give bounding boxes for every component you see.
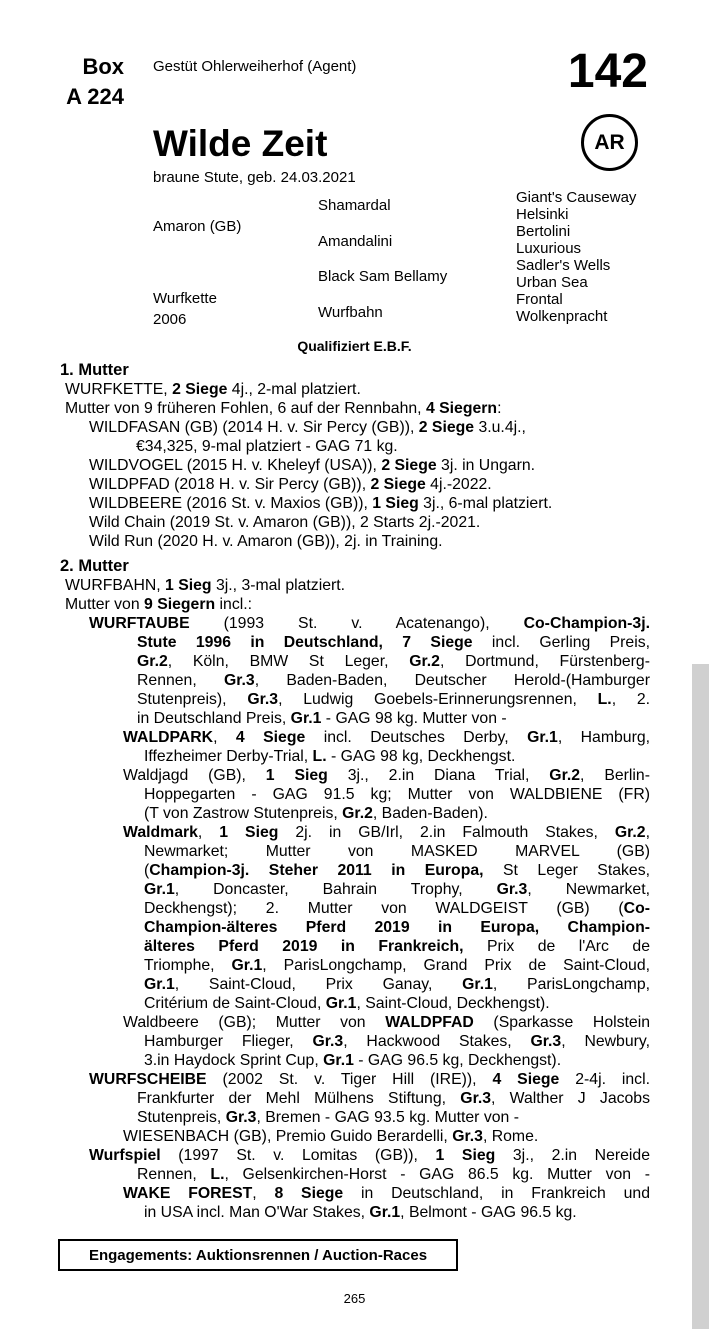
first-dam-line: WURFKETTE, 2 Siege 4j., 2-mal platziert. <box>65 381 361 398</box>
ar-badge <box>581 114 638 171</box>
horse-name: Wilde Zeit <box>153 123 328 164</box>
wurfscheibe-entry <box>62 1070 650 1146</box>
wurftaube-line: in Deutschland Preis, Gr.1 - GAG 98 kg. Mutter von - <box>137 710 507 727</box>
first-dam-line: Mutter von 9 früheren Fohlen, 6 auf der Rennbahn, 4 Siegern: <box>65 400 502 417</box>
first-dam-line: €34,325, 9-mal platziert - GAG 71 kg. <box>136 438 398 455</box>
pedigree-gg-5: Sadler's Wells <box>516 257 611 274</box>
wurftaube-line: Gr.2, Köln, BMW St Leger, Gr.2, Dortmund, Fürstenberg- <box>137 653 650 670</box>
page-number: 265 <box>343 1291 366 1306</box>
engagements-text: Engagements: Auktionsrennen / Auction-Races <box>88 1246 428 1264</box>
wurftaube-line: Stute 1996 in Deutschland, 7 Siege incl. Gerling Preis, <box>137 634 651 651</box>
pedigree-gg-6: Urban Sea <box>516 274 588 291</box>
horse-description: braune Stute, geb. 24.03.2021 <box>153 169 356 186</box>
waldjagd-line: (T von Zastrow Stutenpreis, Gr.2, Baden-Baden). <box>144 805 488 822</box>
pedigree-sire: Amaron (GB) <box>153 218 242 235</box>
wurftaube-entry <box>62 614 650 728</box>
pedigree-gg-3: Bertolini <box>516 223 571 240</box>
waldmark-line: Gr.1, Saint-Cloud, Prix Ganay, Gr.1, ParisLongchamp, <box>144 976 650 993</box>
box-label-block <box>62 52 124 112</box>
wurftaube-line: Stutenpreis), Gr.3, Ludwig Goebels-Erinnerungsrennen, L., 2. <box>137 691 651 708</box>
pedigree-dam: Wurfkette <box>153 290 217 307</box>
waldmark-line: Deckhengst); 2. Mutter von WALDGEIST (GB) (Co- <box>144 900 650 917</box>
box-label: Box <box>82 54 124 79</box>
waldmark-line: Newmarket; Mutter von MASKED MARVEL (GB) <box>144 843 650 860</box>
pedigree-gg-1: Giant's Causeway <box>516 189 637 206</box>
pedigree-gg-4: Luxurious <box>516 240 582 257</box>
waldbeere-line: Waldbeere (GB); Mutter von WALDPFAD (Sparkasse Holstein <box>123 1014 650 1031</box>
waldbeere-line: 3.in Haydock Sprint Cup, Gr.1 - GAG 96.5 kg, Deckhengst). <box>144 1052 562 1069</box>
waldbeere-entry <box>62 1013 650 1070</box>
pedigree-sire-sire: Shamardal <box>318 197 391 214</box>
second-dam-section <box>62 576 650 1222</box>
wurfscheibe-line: Stutenpreis, Gr.3, Bremen - GAG 93.5 kg. Mutter von - <box>137 1109 519 1126</box>
qualification: Qualifiziert E.B.F. <box>297 338 412 354</box>
first-dam-line: Wild Run (2020 H. v. Amaron (GB)), 2j. in Training. <box>89 533 443 550</box>
waldpark-line: Iffezheimer Derby-Trial, L. - GAG 98 kg, Deckhengst. <box>144 748 516 765</box>
pedigree-dam-sire: Black Sam Bellamy <box>318 268 448 285</box>
wurfspiel-line: WAKE FOREST, 8 Siege in Deutschland, in Frankreich und <box>123 1185 650 1202</box>
first-dam-line: WILDFASAN (GB) (2014 H. v. Sir Percy (GB)), 2 Siege 3.u.4j., <box>89 419 526 436</box>
waldmark-line: (Champion-3j. Steher 2011 in Europa, St Leger Stakes, <box>144 862 650 879</box>
waldmark-entry <box>62 823 650 1013</box>
first-dam-heading: 1. Mutter <box>60 361 129 379</box>
pedigree-sire-dam: Amandalini <box>318 233 393 250</box>
waldjagd-line: Hoppegarten - GAG 91.5 kg; Mutter von WALDBIENE (FR) <box>144 786 650 803</box>
first-dam-line: WILDVOGEL (2015 H. v. Kheleyf (USA)), 2 Siege 3j. in Ungarn. <box>89 457 536 474</box>
wurfspiel-entry <box>62 1146 650 1222</box>
second-dam-line: WURFBAHN, 1 Sieg 3j., 3-mal platziert. <box>65 577 346 594</box>
wurfscheibe-line: WIESENBACH (GB), Premio Guido Berardelli, Gr.3, Rome. <box>123 1128 539 1145</box>
wurfspiel-line: Wurfspiel (1997 St. v. Lomitas (GB)), 1 Sieg 3j., 2.in Nereide <box>89 1147 650 1164</box>
waldjagd-entry <box>62 766 650 823</box>
catalogue-number: 142 <box>567 45 648 98</box>
wurfspiel-line: Rennen, L., Gelsenkirchen-Horst - GAG 86.5 kg. Mutter von - <box>137 1166 650 1183</box>
first-dam-line: WILDBEERE (2016 St. v. Maxios (GB)), 1 Sieg 3j., 6-mal platziert. <box>89 495 553 512</box>
pedigree-gg-8: Wolkenpracht <box>516 308 608 325</box>
ar-badge-text: AR <box>594 130 625 154</box>
wurfscheibe-line: Frankfurter der Mehl Mülhens Stiftung, Gr.3, Walther J Jacobs <box>137 1090 650 1107</box>
pedigree-gg-7: Frontal <box>516 291 563 308</box>
box-number: A 224 <box>66 84 124 109</box>
wurfscheibe-line: WURFSCHEIBE (2002 St. v. Tiger Hill (IRE)), 4 Siege 2-4j. incl. <box>89 1071 650 1088</box>
waldpark-line: WALDPARK, 4 Siege incl. Deutsches Derby, Gr.1, Hamburg, <box>123 729 651 746</box>
pedigree-dam-dam: Wurfbahn <box>318 304 383 321</box>
waldmark-line: Waldmark, 1 Sieg 2j. in GB/Irl, 2.in Falmouth Stakes, Gr.2, <box>123 824 650 841</box>
waldmark-line: älteres Pferd 2019 in Frankreich, Prix de l'Arc de <box>144 938 650 955</box>
scrollbar[interactable] <box>692 664 709 1329</box>
pedigree-gg-2: Helsinki <box>516 206 569 223</box>
second-dam-line: Mutter von 9 Siegern incl.: <box>65 596 253 613</box>
engagements-box <box>58 1239 458 1271</box>
first-dam-line: Wild Chain (2019 St. v. Amaron (GB)), 2 Starts 2j.-2021. <box>89 514 481 531</box>
pedigree-gg <box>516 189 636 325</box>
wurftaube-line: Rennen, Gr.3, Baden-Baden, Deutscher Herold-(Hamburger <box>137 672 650 689</box>
waldmark-line: Gr.1, Doncaster, Bahrain Trophy, Gr.3, Newmarket, <box>144 881 650 898</box>
waldpark-entry <box>62 728 650 766</box>
first-dam-section <box>62 380 650 551</box>
waldbeere-line: Hamburger Flieger, Gr.3, Hackwood Stakes, Gr.3, Newbury, <box>144 1033 650 1050</box>
waldmark-line: Triomphe, Gr.1, ParisLongchamp, Grand Prix de Saint-Cloud, <box>144 957 650 974</box>
wurfspiel-line: in USA incl. Man O'War Stakes, Gr.1, Belmont - GAG 96.5 kg. <box>144 1204 577 1221</box>
first-dam-line: WILDPFAD (2018 H. v. Sir Percy (GB)), 2 Siege 4j.-2022. <box>89 476 492 493</box>
waldjagd-line: Waldjagd (GB), 1 Sieg 3j., 2.in Diana Trial, Gr.2, Berlin- <box>123 767 650 784</box>
wurftaube-line: WURFTAUBE (1993 St. v. Acatenango), Co-Champion-3j. <box>89 615 650 632</box>
waldmark-line: Champion-älteres Pferd 2019 in Europa, Champion- <box>144 919 650 936</box>
agent-name: Gestüt Ohlerweiherhof (Agent) <box>153 58 357 75</box>
waldmark-line: Critérium de Saint-Cloud, Gr.1, Saint-Cloud, Deckhengst). <box>144 995 550 1012</box>
second-dam-heading: 2. Mutter <box>60 557 129 575</box>
pedigree-dam-year: 2006 <box>153 311 187 328</box>
